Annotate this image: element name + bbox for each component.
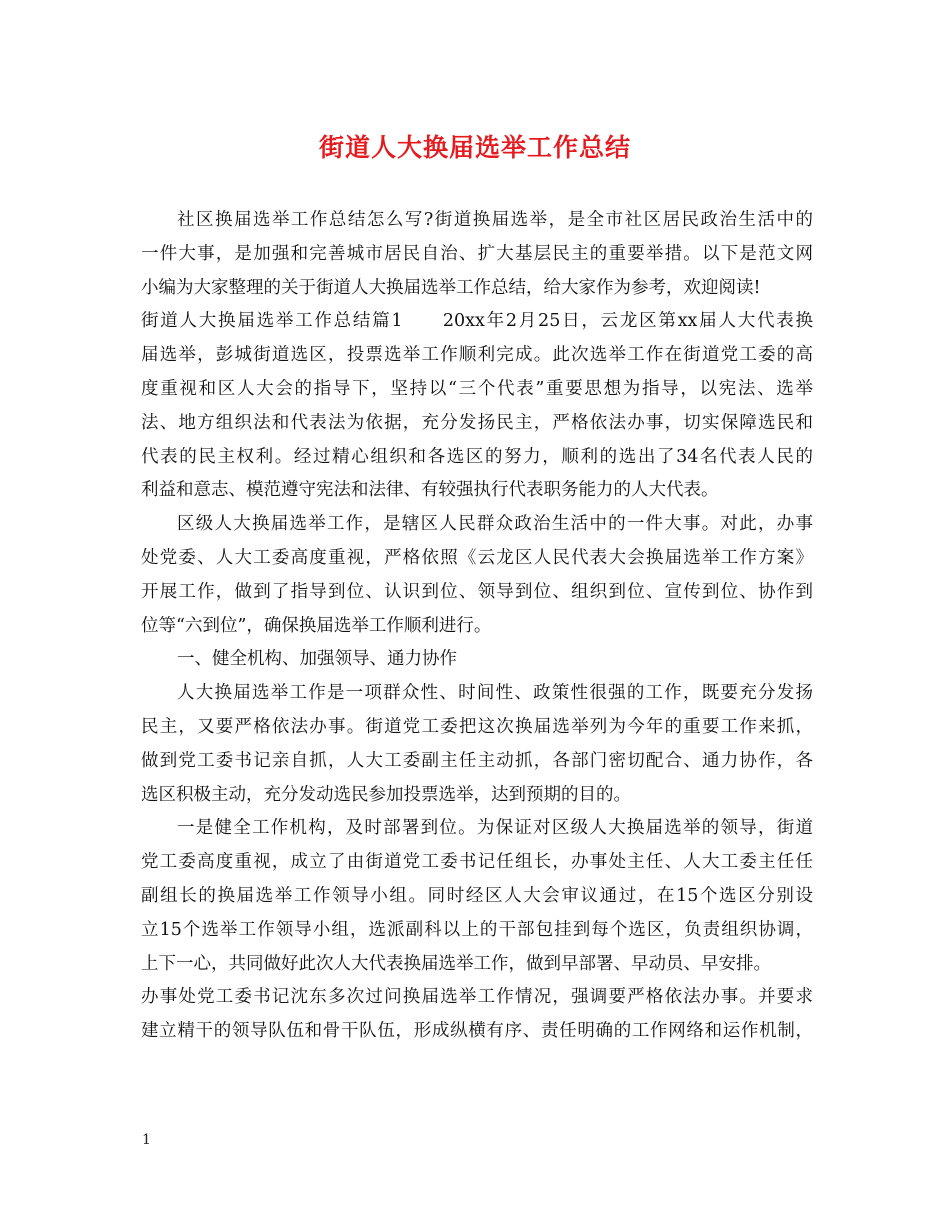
paragraph-line: 副组长的换届选举工作领导小组。同时经区人大会审议通过，在15个选区分别设: [141, 885, 813, 906]
paragraph-line: 做到党工委书记亲自抓，人大工委副主任主动抓，各部门密切配合、通力协作，各: [141, 750, 813, 771]
paragraph-line: 一是健全工作机构，及时部署到位。为保证对区级人大换届选举的领导，街道: [177, 818, 813, 839]
paragraph-line: 处党委、人大工委高度重视，严格依照《云龙区人民代表大会换届选举工作方案》: [141, 547, 813, 568]
paragraph-line: 办事处党工委书记沈东多次过问换届选举工作情况，强调要严格依法办事。并要求: [141, 987, 813, 1008]
paragraph-line: 开展工作，做到了指导到位、认识到位、领导到位、组织到位、宣传到位、协作到: [141, 581, 813, 602]
paragraph-line: 代表的民主权利。经过精心组织和各选区的努力，顺利的选出了34名代表人民的: [141, 446, 813, 467]
document-title: 街道人大换届选举工作总结: [318, 133, 631, 162]
paragraph-line: 立15个选举工作领导小组，选派副科以上的干部包挂到每个选区，负责组织协调，: [141, 919, 813, 940]
paragraph-line: 人大换届选举工作是一项群众性、时间性、政策性很强的工作，既要充分发扬: [177, 683, 813, 704]
paragraph-line: 法、地方组织法和代表法为依据，充分发扬民主，严格依法办事，切实保障选民和: [141, 412, 813, 433]
paragraph-line: 上下一心，共同做好此次人大代表换届选举工作，做到早部署、早动员、早安排。: [141, 953, 771, 974]
paragraph-line: 党工委高度重视，成立了由街道党工委书记任组长，办事处主任、人大工委主任任: [141, 852, 813, 873]
paragraph-line: 一、健全机构、加强领导、通力协作: [177, 649, 457, 670]
paragraph-line: 社区换届选举工作总结怎么写?街道换届选举，是全市社区居民政治生活中的: [177, 210, 813, 230]
paragraph-line: 位等“六到位”，确保换届选举工作顺利进行。: [141, 615, 492, 636]
document-body: [141, 204, 813, 1049]
paragraph-line: 街道人大换届选举工作总结篇1 20xx年2月25日，云龙区第xx届人大代表换: [141, 311, 813, 332]
paragraph-line: 利益和意志、模范遵守宪法和法律、有较强执行代表职务能力的人大代表。: [141, 480, 719, 501]
paragraph-line: 届选举，彭城街道选区，投票选举工作顺利完成。此次选举工作在街道党工委的高: [141, 345, 813, 366]
paragraph-line: 选区积极主动，充分发动选民参加投票选举，达到预期的目的。: [141, 784, 631, 805]
page-number: 1: [142, 1132, 151, 1148]
paragraph-line: 建立精干的领导队伍和骨干队伍，形成纵横有序、责任明确的工作网络和运作机制，: [141, 1021, 813, 1042]
paragraph-line: 民主，又要严格依法办事。街道党工委把这次换届选举列为今年的重要工作来抓，: [141, 716, 813, 737]
paragraph-line: 小编为大家整理的关于街道人大换届选举工作总结，给大家作为参考，欢迎阅读!: [141, 277, 761, 298]
paragraph-line: 度重视和区人大会的指导下，坚持以“三个代表”重要思想为指导，以宪法、选举: [141, 378, 813, 399]
paragraph-line: 一件大事，是加强和完善城市居民自治、扩大基层民主的重要举措。以下是范文网: [141, 243, 813, 264]
paragraph-line: 区级人大换届选举工作，是辖区人民群众政治生活中的一件大事。对此，办事: [177, 514, 813, 535]
